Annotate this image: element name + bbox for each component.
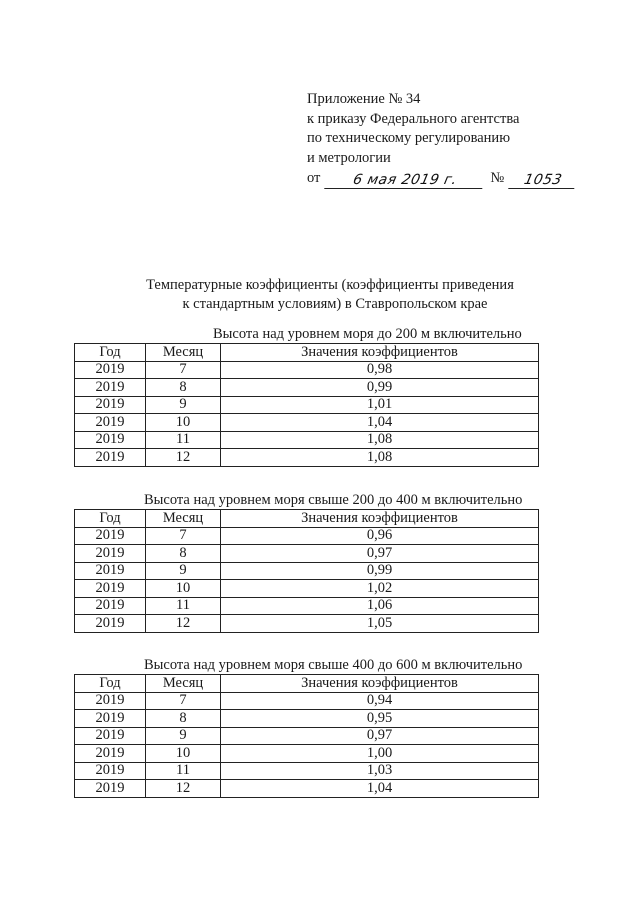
cell-month: 12 xyxy=(146,449,221,467)
cell-month: 9 xyxy=(146,727,221,745)
cell-year: 2019 xyxy=(75,745,146,763)
cell-month: 12 xyxy=(146,615,221,633)
cell-year: 2019 xyxy=(75,762,146,780)
cell-value: 1,04 xyxy=(221,780,539,798)
table-row xyxy=(75,527,539,545)
cell-year: 2019 xyxy=(75,562,146,580)
cell-value: 0,94 xyxy=(221,692,539,710)
cell-month: 10 xyxy=(146,414,221,432)
cell-value: 1,01 xyxy=(221,396,539,414)
table-row xyxy=(75,762,539,780)
cell-value: 1,06 xyxy=(221,597,539,615)
appendix-header xyxy=(307,90,576,189)
cell-month: 7 xyxy=(146,692,221,710)
cell-value: 1,08 xyxy=(221,431,539,449)
header-value: Значения коэффициентов xyxy=(221,344,539,362)
table-row xyxy=(75,449,539,467)
header-year: Год xyxy=(75,675,146,693)
cell-month: 7 xyxy=(146,361,221,379)
appendix-line-4: и метрологии xyxy=(307,149,391,166)
cell-month: 7 xyxy=(146,527,221,545)
cell-month: 11 xyxy=(146,431,221,449)
cell-value: 1,00 xyxy=(221,745,539,763)
cell-value: 0,99 xyxy=(221,379,539,397)
cell-month: 12 xyxy=(146,780,221,798)
from-label: от xyxy=(307,170,321,186)
header-value: Значения коэффициентов xyxy=(221,675,539,693)
cell-month: 10 xyxy=(146,745,221,763)
cell-year: 2019 xyxy=(75,379,146,397)
table-row xyxy=(75,431,539,449)
cell-year: 2019 xyxy=(75,727,146,745)
table-row xyxy=(75,580,539,598)
coefficients-table-2 xyxy=(74,509,539,633)
cell-month: 11 xyxy=(146,597,221,615)
header-month: Месяц xyxy=(146,675,221,693)
cell-year: 2019 xyxy=(75,710,146,728)
cell-year: 2019 xyxy=(75,449,146,467)
cell-value: 1,02 xyxy=(221,580,539,598)
header-month: Месяц xyxy=(146,344,221,362)
table-row xyxy=(75,379,539,397)
cell-month: 8 xyxy=(146,545,221,563)
cell-value: 1,05 xyxy=(221,615,539,633)
cell-year: 2019 xyxy=(75,431,146,449)
appendix-line-1: Приложение № 34 xyxy=(307,91,421,107)
cell-year: 2019 xyxy=(75,545,146,563)
table-3-caption: Высота над уровнем моря свыше 400 до 600 м включительно xyxy=(144,657,523,673)
table-row xyxy=(75,414,539,432)
cell-year: 2019 xyxy=(75,780,146,798)
table-header-row xyxy=(75,675,539,693)
number-label: № xyxy=(490,170,505,186)
cell-value: 0,99 xyxy=(221,562,539,580)
appendix-line-3: по техническому регулированию xyxy=(307,130,511,146)
cell-year: 2019 xyxy=(75,692,146,710)
cell-month: 9 xyxy=(146,562,221,580)
header-value: Значения коэффициентов xyxy=(221,510,539,528)
cell-year: 2019 xyxy=(75,527,146,545)
coefficients-table-1 xyxy=(74,343,539,467)
cell-month: 9 xyxy=(146,396,221,414)
cell-year: 2019 xyxy=(75,580,146,598)
table-row xyxy=(75,615,539,633)
table-row xyxy=(75,396,539,414)
table-1-caption: Высота над уровнем моря до 200 м включительно xyxy=(213,326,522,342)
appendix-line-2: к приказу Федерального агентства xyxy=(307,110,520,127)
cell-year: 2019 xyxy=(75,597,146,615)
cell-value: 0,97 xyxy=(221,727,539,745)
coefficients-table-3 xyxy=(74,674,539,798)
cell-value: 1,04 xyxy=(221,414,539,432)
table-row xyxy=(75,597,539,615)
cell-value: 1,03 xyxy=(221,762,539,780)
table-row xyxy=(75,545,539,563)
cell-year: 2019 xyxy=(75,615,146,633)
table-row xyxy=(75,780,539,798)
table-row xyxy=(75,710,539,728)
order-date-line xyxy=(307,169,576,189)
header-month: Месяц xyxy=(146,510,221,528)
cell-year: 2019 xyxy=(75,361,146,379)
cell-year: 2019 xyxy=(75,396,146,414)
table-row xyxy=(75,361,539,379)
cell-month: 8 xyxy=(146,379,221,397)
cell-value: 0,96 xyxy=(221,527,539,545)
cell-value: 1,08 xyxy=(221,449,539,467)
table-header-row xyxy=(75,344,539,362)
table-row xyxy=(75,727,539,745)
header-year: Год xyxy=(75,344,146,362)
table-row xyxy=(75,562,539,580)
cell-value: 0,97 xyxy=(221,545,539,563)
title-line-2: к стандартным условиям) в Ставропольском крае xyxy=(182,296,488,312)
cell-month: 8 xyxy=(146,710,221,728)
table-row xyxy=(75,692,539,710)
cell-month: 10 xyxy=(146,580,221,598)
table-row xyxy=(75,745,539,763)
cell-year: 2019 xyxy=(75,414,146,432)
cell-month: 11 xyxy=(146,762,221,780)
table-header-row xyxy=(75,510,539,528)
cell-value: 0,98 xyxy=(221,361,539,379)
title-line-1: Температурные коэффициенты (коэффициенты приведения xyxy=(146,277,514,293)
handwritten-date: 6 мая 2019 г. xyxy=(325,172,487,189)
cell-value: 0,95 xyxy=(221,710,539,728)
handwritten-number: 1053 xyxy=(508,172,578,189)
document-title xyxy=(0,276,640,314)
table-2-caption: Высота над уровнем моря свыше 200 до 400 м включительно xyxy=(144,492,523,508)
header-year: Год xyxy=(75,510,146,528)
